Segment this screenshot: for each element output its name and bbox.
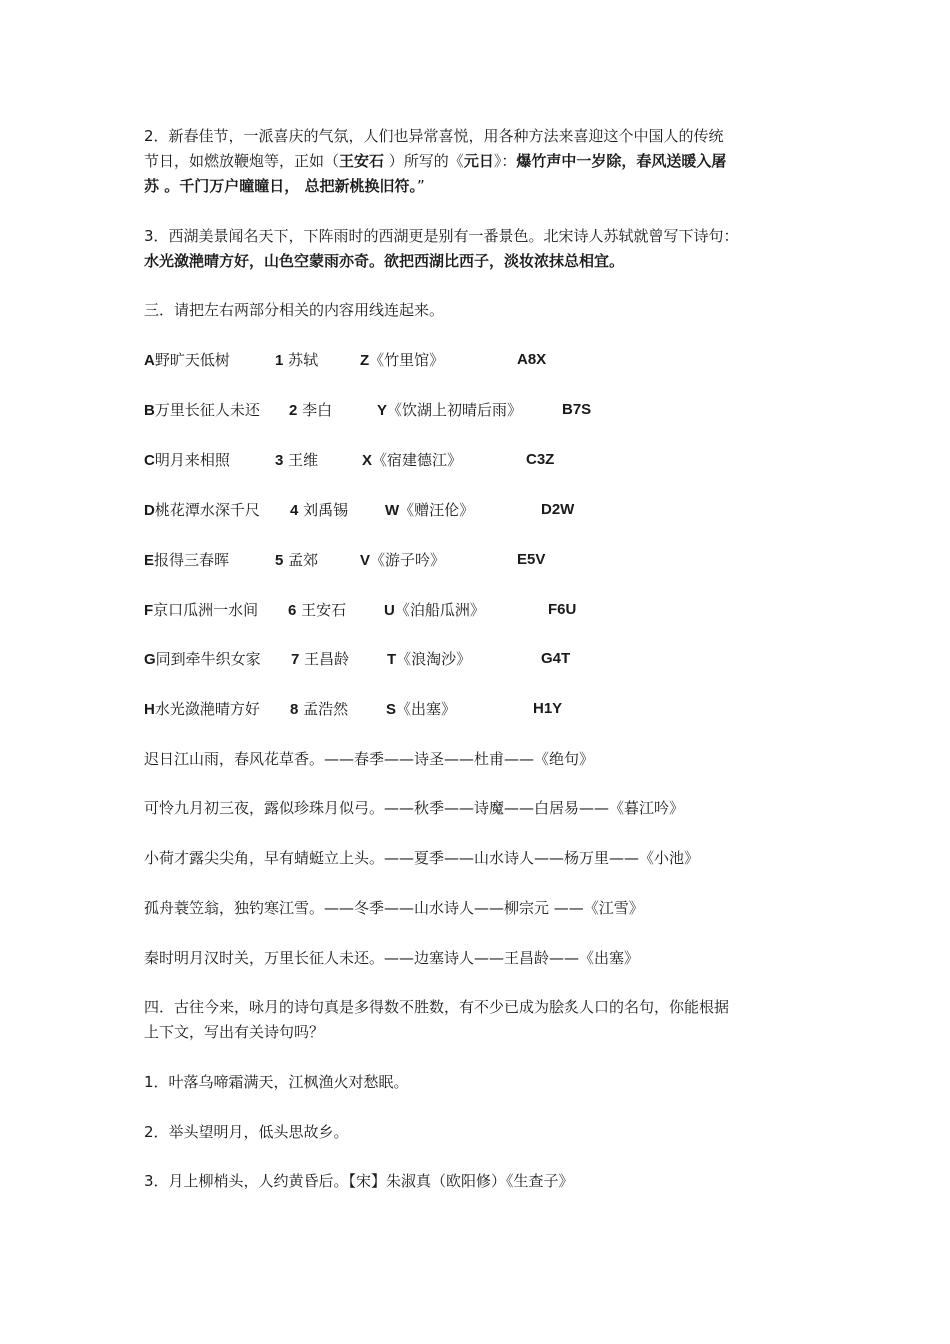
match-row xyxy=(144,498,808,522)
poem-season-line: 孤舟蓑笠翁，独钓寒江雪。——冬季——山水诗人——柳宗元 ——《江雪》 xyxy=(144,899,644,917)
match-poem: B万里长征人未还 xyxy=(144,401,260,419)
section3-heading: 三．请把左右两部分相关的内容用线连起来。 xyxy=(144,301,445,319)
match-answer: A8X xyxy=(517,351,547,368)
match-row xyxy=(144,598,808,622)
match-row xyxy=(144,348,808,372)
section4-heading-line2: 上下文，写出有关诗句吗？ xyxy=(144,1023,325,1041)
section4-item: 1．叶落乌啼霜满天，江枫渔火对愁眠。 xyxy=(144,1073,409,1091)
poem-season-line: 可怜九月初三夜，露似珍珠月似弓。——秋季——诗魔——白居易——《暮江吟》 xyxy=(144,799,685,817)
poem-season-line: 小荷才露尖尖角，早有蜻蜓立上头。——夏季——山水诗人——杨万里——《小池》 xyxy=(144,849,700,867)
q2-poem-part1: 爆竹声中一岁除，春风送暖入屠 xyxy=(516,152,727,170)
match-row xyxy=(144,647,808,671)
section4-heading-line1: 四．古往今来，咏月的诗句真是多得数不胜数，有不少已成为脍炙人口的名句，你能根据 xyxy=(144,998,730,1016)
poem-season-line: 迟日江山雨，春风花草香。——春季——诗圣——杜甫——《绝句》 xyxy=(144,750,595,768)
section4-item: 2．举头望明月，低头思故乡。 xyxy=(144,1123,349,1141)
q2-line-1: 2．新春佳节，一派喜庆的气氛，人们也异常喜悦，用各种方法来喜迎这个中国人的传统 xyxy=(144,127,724,145)
q2-line2-mid: ）所写的《 xyxy=(384,152,464,170)
match-row xyxy=(144,398,808,422)
q2-line2-pre: 节日，如燃放鞭炮等，正如（ xyxy=(144,152,340,170)
match-title: S《出塞》 xyxy=(386,700,457,718)
match-title: W《赠汪伦》 xyxy=(385,501,475,519)
match-title: Z《竹里馆》 xyxy=(360,351,445,369)
match-row xyxy=(144,548,808,572)
match-answer: G4T xyxy=(541,650,571,667)
q2-author: 王安石 xyxy=(339,152,385,170)
section4-item: 3．月上柳梢头，人约黄昏后。【宋】朱淑真（欧阳修）《生查子》 xyxy=(144,1172,574,1190)
match-poem: C明月来相照 xyxy=(144,451,230,469)
match-answer: E5V xyxy=(517,551,546,568)
match-poet: 7 王昌龄 xyxy=(291,650,350,668)
match-poem: A野旷天低树 xyxy=(144,351,230,369)
match-title: T《浪淘沙》 xyxy=(387,650,472,668)
match-title: X《宿建德江》 xyxy=(362,451,463,469)
match-title: U《泊船瓜洲》 xyxy=(384,601,485,619)
match-poem: D桃花潭水深千尺 xyxy=(144,501,260,519)
match-poem: G同到牵牛织女家 xyxy=(144,650,261,668)
match-poem: E报得三春晖 xyxy=(144,551,230,569)
q3-poem: 水光潋滟晴方好，山色空蒙雨亦奇。欲把西湖比西子，淡妆浓抹总相宜。 xyxy=(144,252,625,270)
match-title: Y《饮湖上初晴后雨》 xyxy=(377,401,523,419)
match-answer: B7S xyxy=(562,401,592,418)
poem-season-line: 秦时明月汉时关，万里长征人未还。——边塞诗人——王昌龄——《出塞》 xyxy=(144,949,640,967)
match-poet: 4 刘禹锡 xyxy=(290,501,349,519)
q2-title: 元日 xyxy=(463,152,494,170)
match-poet: 3 王维 xyxy=(275,451,319,469)
match-answer: F6U xyxy=(548,601,577,618)
match-title: V《游子吟》 xyxy=(360,551,446,569)
q2-poem-part2: 苏 。千门万户曈曈日， 总把新桃换旧符。 xyxy=(144,177,417,195)
match-poet: 5 孟郊 xyxy=(275,551,319,569)
match-row xyxy=(144,448,808,472)
q2-line-2 xyxy=(144,149,726,173)
q2-quote-end: ” xyxy=(416,177,425,195)
q3-line-1: 3．西湖美景闻名天下，下阵雨时的西湖更是别有一番景色。北宋诗人苏轼就曾写下诗句： xyxy=(144,227,739,245)
match-poet: 2 李白 xyxy=(289,401,333,419)
match-poem: H水光潋滟晴方好 xyxy=(144,700,260,718)
match-poet: 8 孟浩然 xyxy=(290,700,349,718)
match-answer: C3Z xyxy=(526,451,555,468)
q2-line-3 xyxy=(144,174,425,198)
match-poet: 6 王安石 xyxy=(288,601,347,619)
q2-colon: 》： xyxy=(493,152,517,170)
match-row xyxy=(144,697,808,721)
match-answer: D2W xyxy=(541,501,575,518)
match-answer: H1Y xyxy=(533,700,563,717)
match-poem: F京口瓜洲一水间 xyxy=(144,601,259,619)
match-poet: 1 苏轼 xyxy=(275,351,319,369)
